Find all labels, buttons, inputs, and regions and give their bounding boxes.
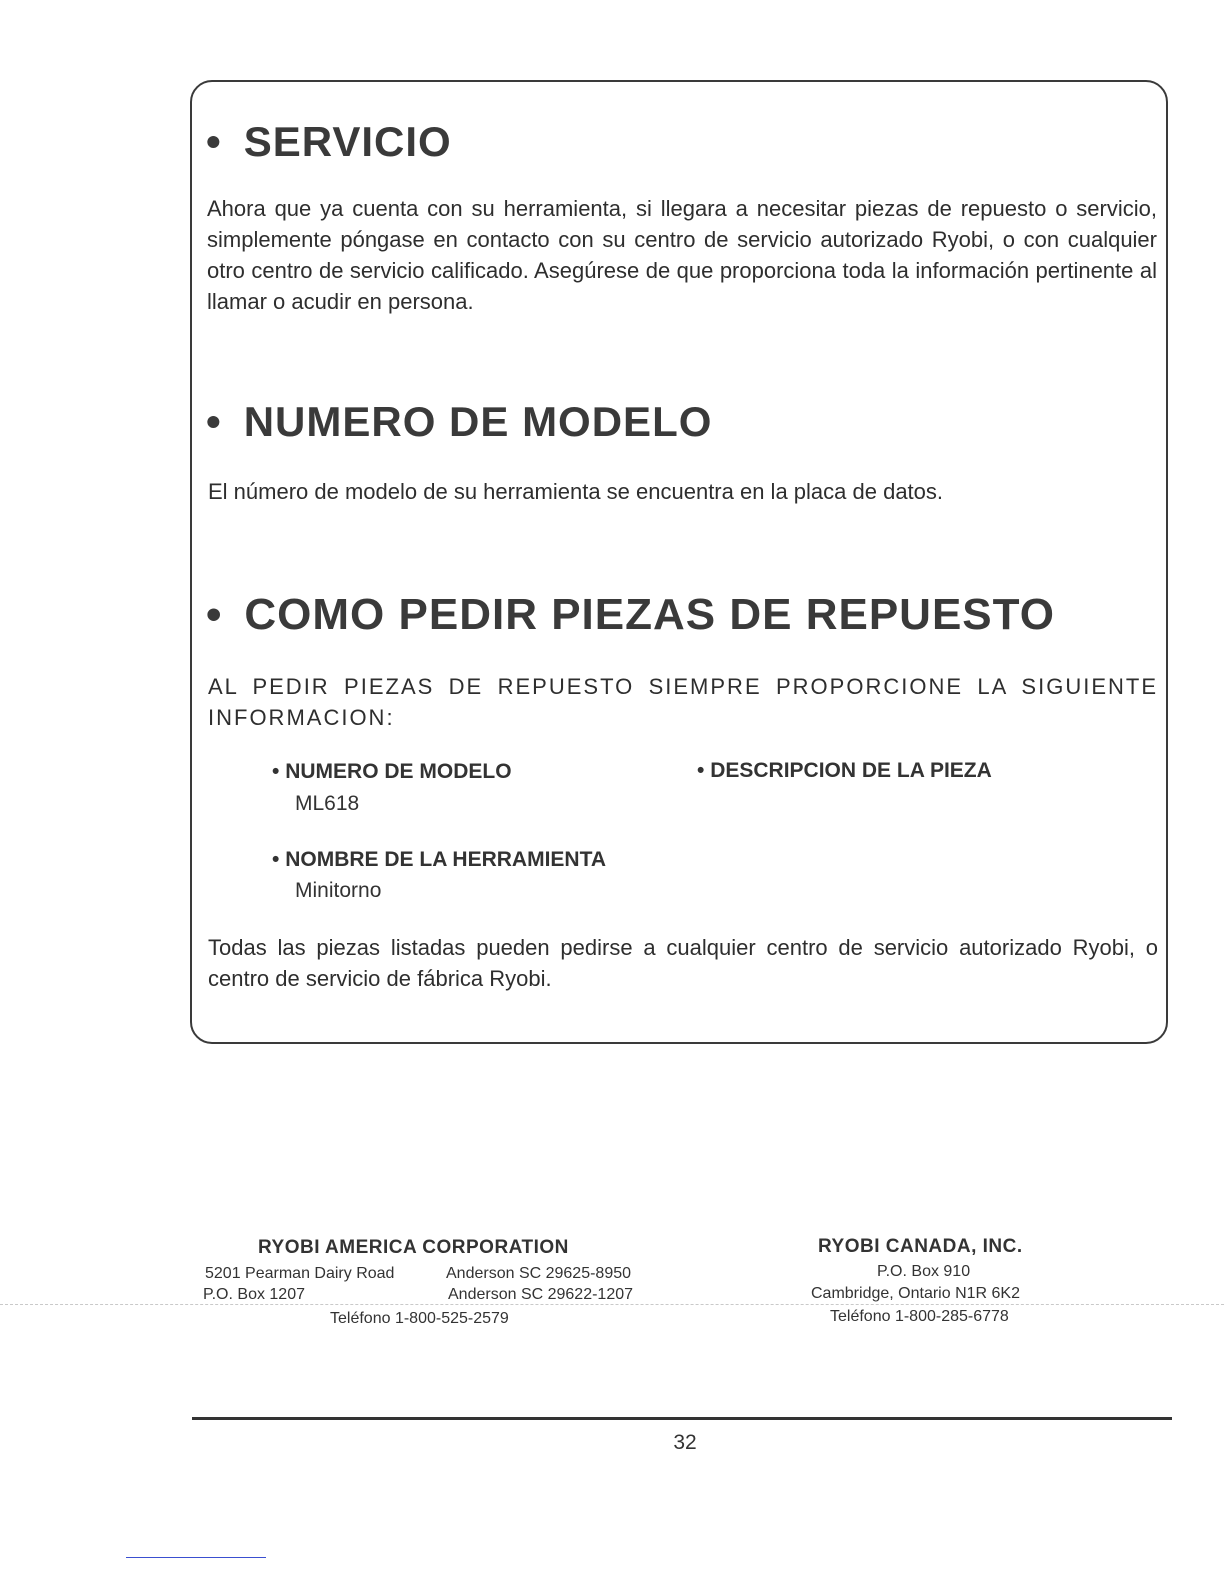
servicio-body: Ahora que ya cuenta con su herramienta, si llegara a necesitar piezas de repuesto o servicio, simplemente póngase en contacto con su centro de servicio autorizado Ryobi, o con cualquier otro centro de servicio calificado. Asegúrese de que proporciona toda la información pertinente al llamar o acudir en persona. <box>207 196 1157 314</box>
section-title-servicio <box>206 118 452 166</box>
america-address-line1-left: 5201 Pearman Dairy Road <box>205 1265 395 1282</box>
section-title-pedir <box>206 590 1055 640</box>
info-item-model-label: • NUMERO DE MODELO <box>272 760 512 783</box>
blue-underline <box>126 1557 266 1558</box>
info-item-tool-name-value: Minitorno <box>295 879 382 902</box>
info-item-tool-name-label: • NOMBRE DE LA HERRAMIENTA <box>272 848 607 871</box>
canada-phone: Teléfono 1-800-285-6778 <box>830 1308 1009 1325</box>
america-phone: Teléfono 1-800-525-2579 <box>330 1310 509 1327</box>
page-footer-rule <box>192 1417 1172 1420</box>
page-number: 32 <box>673 1431 697 1454</box>
america-address-line2-right: Anderson SC 29622-1207 <box>448 1286 634 1303</box>
ryobi-canada-name: RYOBI CANADA, INC. <box>818 1236 1023 1257</box>
ryobi-america-name: RYOBI AMERICA CORPORATION <box>258 1237 569 1258</box>
bullet: • <box>206 590 223 639</box>
modelo-title-text: NUMERO DE MODELO <box>243 398 713 445</box>
info-item-model-value: ML618 <box>295 792 360 815</box>
info-item-description-label: • DESCRIPCION DE LA PIEZA <box>697 759 992 782</box>
bullet: • <box>206 118 222 165</box>
servicio-title-text: SERVICIO <box>243 118 452 165</box>
canada-address-line2: Cambridge, Ontario N1R 6K2 <box>811 1285 1020 1302</box>
modelo-body: El número de modelo de su herramienta se encuentra en la placa de datos. <box>208 479 944 504</box>
dotted-divider <box>0 1304 1224 1305</box>
canada-address-line1: P.O. Box 910 <box>877 1263 971 1280</box>
section-title-modelo <box>206 398 712 446</box>
america-address-line1-right: Anderson SC 29625-8950 <box>446 1265 632 1282</box>
pedir-closing: Todas las piezas listadas pueden pedirse a cualquier centro de servicio autorizado Ryobi, o centro de servicio de fábrica Ryobi. <box>208 935 1158 991</box>
america-address-line2-left: P.O. Box 1207 <box>203 1286 305 1303</box>
pedir-title-text: COMO PEDIR PIEZAS DE REPUESTO <box>244 590 1055 639</box>
bullet: • <box>206 398 222 445</box>
pedir-intro: AL PEDIR PIEZAS DE REPUESTO SIEMPRE PROPORCIONE LA SIGUIENTE INFORMACION: <box>208 674 1158 730</box>
